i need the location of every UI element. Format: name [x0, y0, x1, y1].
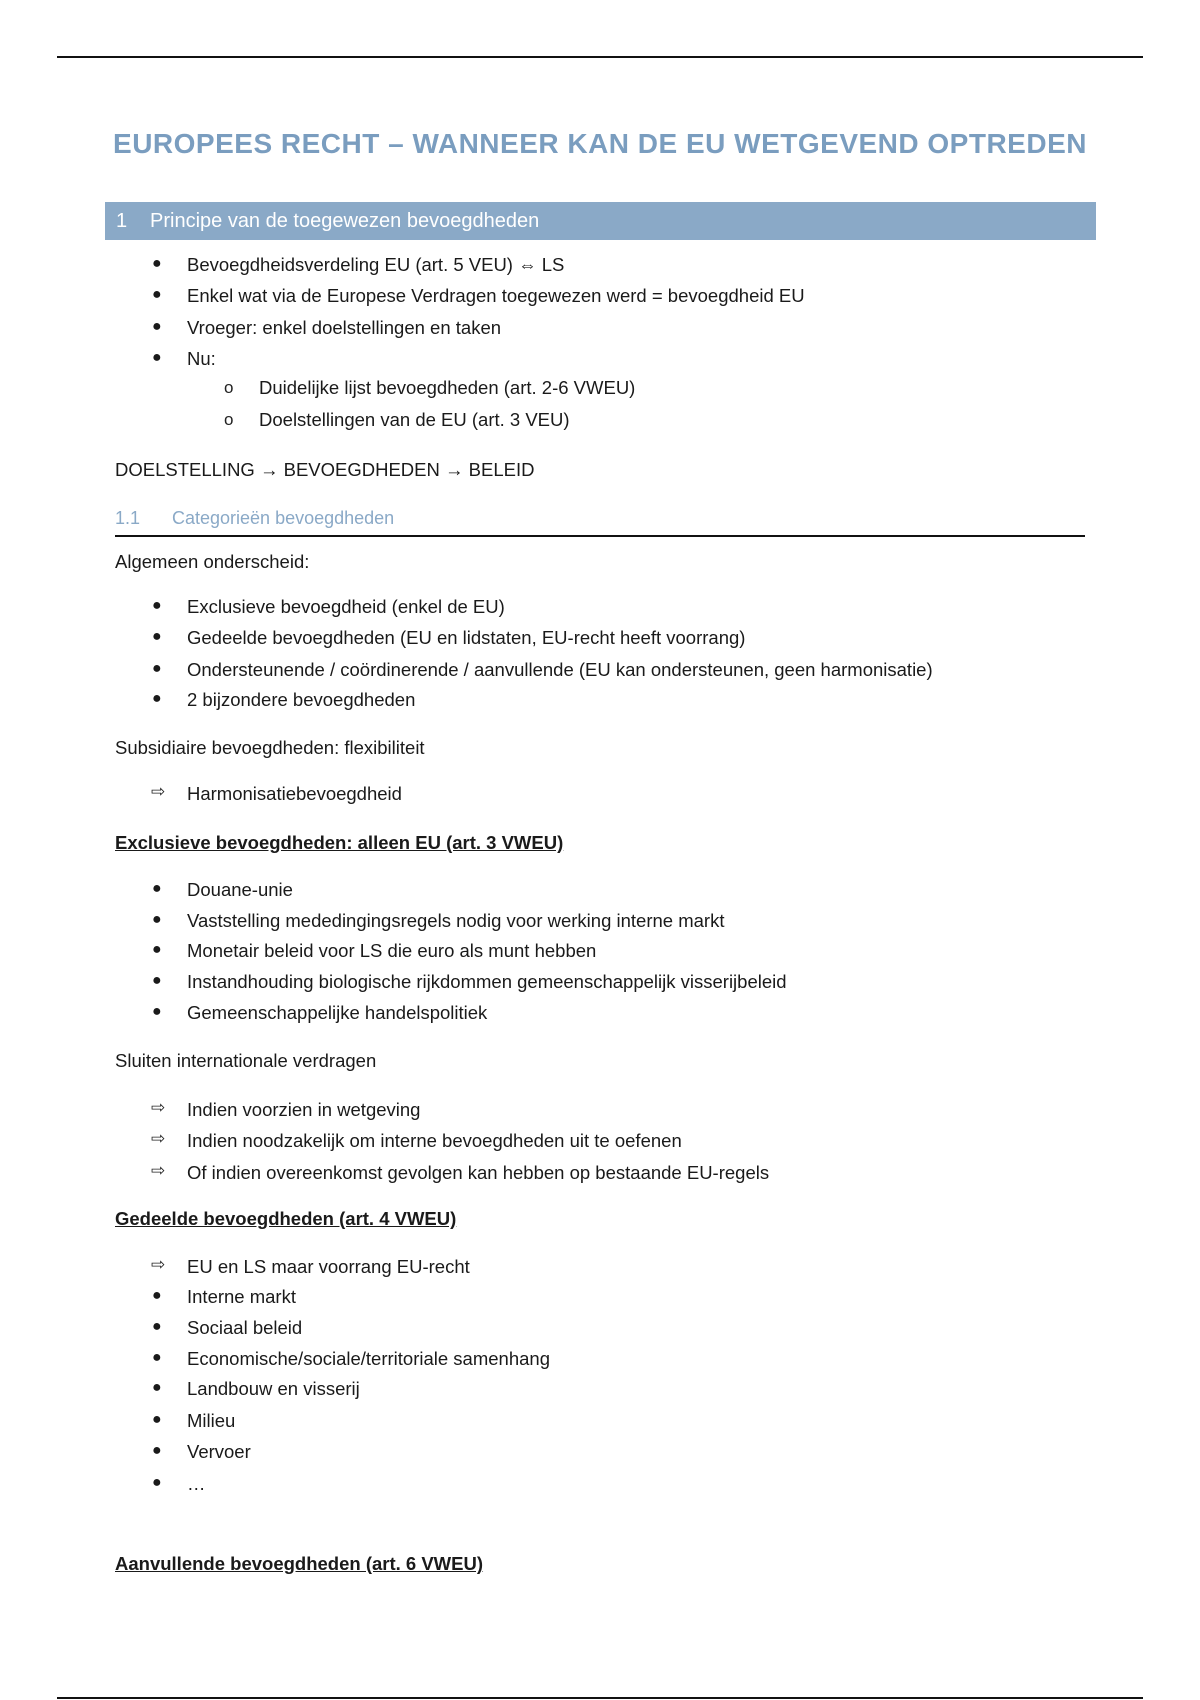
list-item: Sociaal beleid	[187, 1317, 303, 1338]
list-item: Doelstellingen van de EU (art. 3 VEU)	[259, 409, 570, 430]
list-item: EU en LS maar voorrang EU-recht	[187, 1256, 470, 1277]
list-item: Economische/sociale/territoriale samenhang	[187, 1348, 550, 1369]
bullet-icon: ●	[152, 660, 162, 677]
page-top-rule	[57, 56, 1143, 58]
section-number: 1	[116, 210, 128, 232]
complementary-heading: Aanvullende bevoegdheden (art. 6 VWEU)	[115, 1553, 484, 1574]
bullet-icon: ●	[152, 972, 162, 989]
list-item: Nu:	[187, 348, 216, 369]
list-item: Landbouw en visserij	[187, 1378, 360, 1399]
bullet-icon: ●	[152, 255, 162, 272]
treaties-text: Sluiten internationale verdragen	[115, 1050, 377, 1071]
bullet-icon: ●	[152, 1287, 162, 1304]
list-item: Vaststelling mededingingsregels nodig voor werking interne markt	[187, 910, 725, 931]
bullet-icon: ●	[152, 318, 162, 335]
list-item: Douane-unie	[187, 879, 293, 900]
section-heading-1-1	[115, 505, 1085, 537]
list-item: Gedeelde bevoegdheden (EU en lidstaten, EU-recht heeft voorrang)	[187, 627, 746, 648]
list-item: Instandhouding biologische rijkdommen gemeenschappelijk visserijbeleid	[187, 971, 787, 992]
bullet-icon: ●	[152, 880, 162, 897]
bullet-icon: ●	[152, 1349, 162, 1366]
bullet-icon: ●	[152, 1474, 162, 1491]
arrow-icon: ⇨	[151, 1098, 166, 1117]
page-bottom-rule	[57, 1697, 1143, 1699]
arrow-icon: ⇨	[151, 782, 166, 801]
list-item: 2 bijzondere bevoegdheden	[187, 689, 416, 710]
bullet-icon: ●	[152, 1379, 162, 1396]
bullet-icon: ●	[152, 1411, 162, 1428]
list-item: Bevoegdheidsverdeling EU (art. 5 VEU) ⇔ LS	[187, 254, 565, 275]
bullet-icon: ●	[152, 286, 162, 303]
list-item: Of indien overeenkomst gevolgen kan hebben op bestaande EU-regels	[187, 1162, 770, 1183]
arrow-icon: ⇨	[151, 1129, 166, 1148]
shared-heading: Gedeelde bevoegdheden (art. 4 VWEU)	[115, 1208, 457, 1229]
bullet-icon: ●	[152, 597, 162, 614]
section-title: Principe van de toegewezen bevoegdheden	[150, 210, 540, 232]
subsection-title: Categorieën bevoegdheden	[172, 508, 395, 528]
list-item: Monetair beleid voor LS die euro als munt hebben	[187, 940, 597, 961]
intro-text: Algemeen onderscheid:	[115, 551, 310, 572]
exclusive-heading: Exclusieve bevoegdheden: alleen EU (art. 3 VWEU)	[115, 832, 564, 853]
section-heading-1	[105, 202, 1096, 240]
flow-line: DOELSTELLING → BEVOEGDHEDEN → BELEID	[115, 459, 535, 480]
list-item: Enkel wat via de Europese Verdragen toegewezen werd = bevoegdheid EU	[187, 285, 805, 306]
bullet-icon: ●	[152, 628, 162, 645]
bullet-icon: ●	[152, 349, 162, 366]
list-item: Vervoer	[187, 1441, 251, 1462]
list-item: Indien voorzien in wetgeving	[187, 1099, 421, 1120]
arrow-icon: ⇨	[151, 1161, 166, 1180]
bullet-icon: ●	[152, 1318, 162, 1335]
subsection-number: 1.1	[115, 508, 141, 528]
list-item: Harmonisatiebevoegdheid	[187, 783, 402, 804]
list-item: Indien noodzakelijk om interne bevoegdheden uit te oefenen	[187, 1130, 682, 1151]
list-item: Milieu	[187, 1410, 236, 1431]
list-item: Vroeger: enkel doelstellingen en taken	[187, 317, 502, 338]
bullet-icon: ●	[152, 1442, 162, 1459]
hollow-bullet-icon: o	[224, 410, 234, 429]
list-item: Duidelijke lijst bevoegdheden (art. 2-6 VWEU)	[259, 377, 636, 398]
list-item: Ondersteunende / coördinerende / aanvullende (EU kan ondersteunen, geen harmonisatie)	[187, 659, 933, 680]
arrow-icon: ⇨	[151, 1255, 166, 1274]
list-item: …	[187, 1473, 206, 1494]
bullet-icon: ●	[152, 1003, 162, 1020]
list-item: Gemeenschappelijke handelspolitiek	[187, 1002, 488, 1023]
list-item: Exclusieve bevoegdheid (enkel de EU)	[187, 596, 505, 617]
bullet-icon: ●	[152, 911, 162, 928]
hollow-bullet-icon: o	[224, 378, 234, 397]
subsidiary-text: Subsidiaire bevoegdheden: flexibiliteit	[115, 737, 425, 758]
document-title: EUROPEES RECHT – WANNEER KAN DE EU WETGEVEND OPTREDEN	[113, 128, 1087, 159]
bullet-icon: ●	[152, 690, 162, 707]
bullet-icon: ●	[152, 941, 162, 958]
list-item: Interne markt	[187, 1286, 296, 1307]
